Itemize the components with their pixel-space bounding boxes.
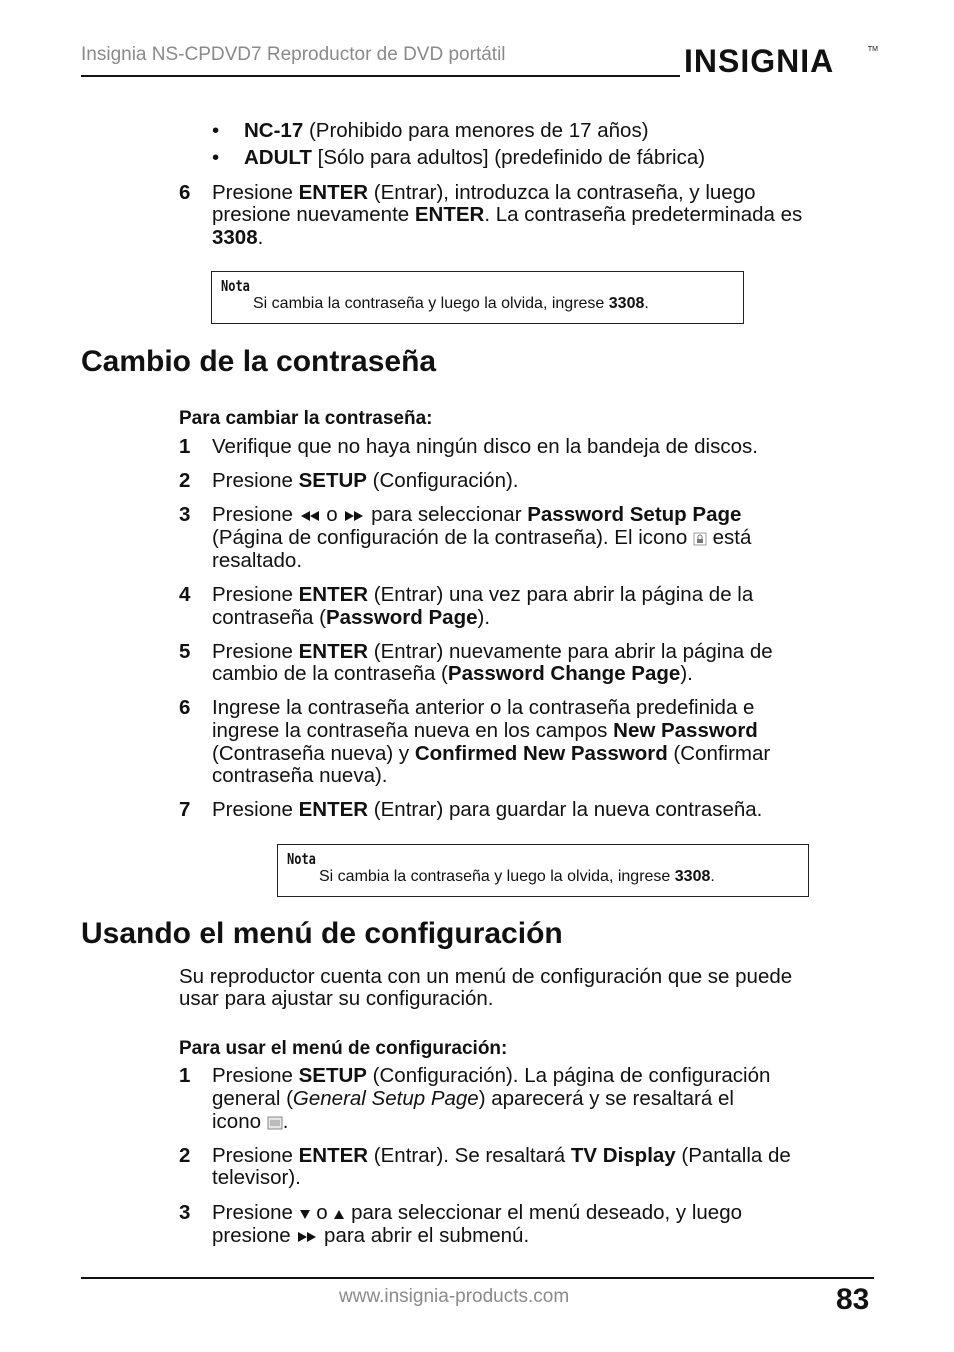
intro-text: Su reproductor cuenta con un menú de configuración que se puede: [179, 965, 793, 988]
section-subheading: Para cambiar la contraseña:: [179, 408, 433, 429]
header-rule: [81, 75, 680, 77]
note-title: Nota: [287, 850, 316, 868]
step-text: cambio de la contraseña (Password Change Page).: [212, 662, 693, 685]
step-text: presione para abrir el submenú.: [212, 1224, 530, 1247]
step-text: contraseña (Password Page).: [212, 606, 491, 629]
logo-text: INSIGNIA: [684, 43, 835, 79]
step-text: Presione ENTER (Entrar) una vez para abrir la página de la: [212, 583, 754, 606]
step-number: 6: [179, 696, 191, 719]
rating-nc17: NC-17 (Prohibido para menores de 17 años): [244, 119, 649, 142]
rewind-icon: [299, 510, 321, 522]
note-box: [211, 271, 744, 324]
step-number: 2: [179, 469, 191, 492]
step-text: contraseña nueva).: [212, 764, 388, 787]
step-text: Presione SETUP (Configuración). La página de configuración: [212, 1064, 771, 1087]
section-heading: Cambio de la contraseña: [81, 345, 437, 378]
bullet-marker: •: [212, 146, 220, 169]
step-text: general (General Setup Page) aparecerá y se resaltará el: [212, 1087, 734, 1110]
rating-adult: ADULT [Sólo para adultos] (predefinido de fábrica): [244, 146, 706, 169]
down-arrow-icon: [299, 1208, 311, 1220]
step-text: Verifique que no haya ningún disco en la bandeja de discos.: [212, 435, 758, 458]
step-text: Presione ENTER (Entrar), introduzca la contraseña, y luego: [212, 181, 756, 204]
footer-rule: [81, 1277, 874, 1279]
header-title: Insignia NS-CPDVD7 Reproductor de DVD portátil: [81, 44, 506, 65]
step-text: (Página de configuración de la contraseña). El icono está: [212, 526, 752, 549]
logo-trademark: TM: [867, 46, 878, 53]
insignia-logo: [684, 38, 878, 90]
intro-text: usar para ajustar su configuración.: [179, 987, 494, 1010]
bullet-marker: •: [212, 119, 220, 142]
step-text: 3308.: [212, 226, 264, 249]
step-number: 2: [179, 1144, 191, 1167]
note-text: Si cambia la contraseña y luego la olvida, ingrese 3308.: [319, 868, 715, 885]
general-setup-icon: [267, 1116, 283, 1130]
step-text: ingrese la contraseña nueva en los campos New Password: [212, 719, 758, 742]
step-number: 3: [179, 1201, 191, 1224]
fast-forward-icon: [296, 1231, 318, 1243]
step-text: Presione ENTER (Entrar). Se resaltará TV Display (Pantalla de: [212, 1144, 791, 1167]
note-box: [277, 844, 809, 897]
fast-forward-icon: [343, 510, 365, 522]
section-heading: Usando el menú de configuración: [81, 917, 563, 950]
step-text: resaltado.: [212, 549, 303, 572]
step-text: Ingrese la contraseña anterior o la contraseña predefinida e: [212, 696, 755, 719]
step-text: televisor).: [212, 1166, 301, 1189]
page-number: 83: [836, 1283, 870, 1316]
step-number: 3: [179, 503, 191, 526]
note-title: Nota: [221, 277, 250, 295]
step-number: 5: [179, 640, 191, 663]
step-number: 1: [179, 435, 191, 458]
step-text: Presione SETUP (Configuración).: [212, 469, 519, 492]
section-subheading: Para usar el menú de configuración:: [179, 1038, 508, 1059]
step-text: (Contraseña nueva) y Confirmed New Password (Confirmar: [212, 742, 771, 765]
footer-url: www.insignia-products.com: [339, 1286, 570, 1307]
step-text: presione nuevamente ENTER. La contraseña predeterminada es: [212, 203, 803, 226]
note-text: Si cambia la contraseña y luego la olvida, ingrese 3308.: [253, 295, 649, 312]
step-number: 4: [179, 583, 191, 606]
step-number: 1: [179, 1064, 191, 1087]
step-text: Presione o para seleccionar el menú deseado, y luego: [212, 1201, 742, 1224]
step-text: Presione ENTER (Entrar) nuevamente para abrir la página de: [212, 640, 773, 663]
step-number: 6: [179, 181, 191, 204]
step-text: icono .: [212, 1110, 289, 1133]
step-text: Presione ENTER (Entrar) para guardar la nueva contraseña.: [212, 798, 763, 821]
step-text: Presione o para seleccionar Password Setup Page: [212, 503, 742, 526]
up-arrow-icon: [333, 1208, 345, 1220]
lock-icon: [693, 532, 707, 546]
step-number: 7: [179, 798, 191, 821]
